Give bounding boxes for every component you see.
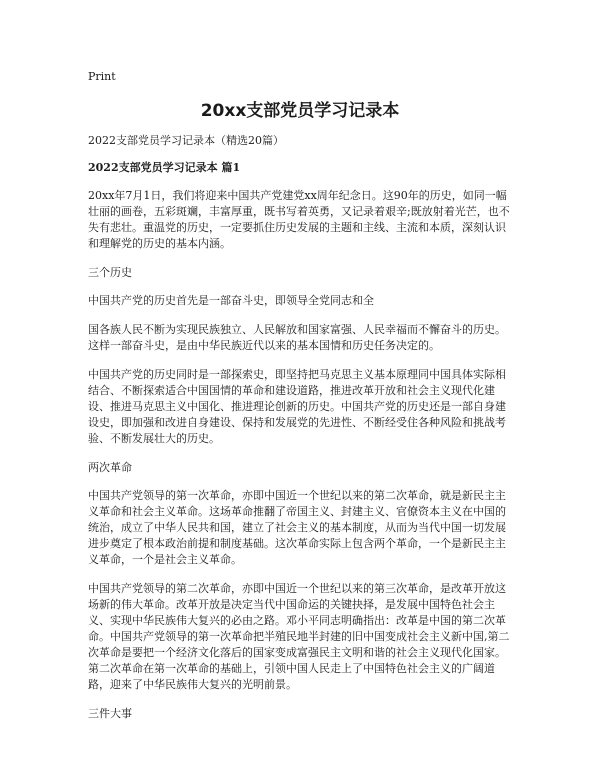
paragraph: 中国共产党领导的第一次革命，亦即中国近一个世纪以来的第二次革命，就是新民主主义革命和社会主义革命。这场革命推翻了帝国主义、封建主义、官僚资本主义在中国的统治，成立了中华人民共和国，建立了社会主义的基本制度，从而为当代中国一切发展进步奠定了根本政治前提和制度基础。这次革命实际上包含两个革命，一个是新民主主义革命，一个是社会主义革命。 [88, 489, 506, 566]
subheading-three-histories: 三个历史 [88, 266, 132, 279]
subheading-two-revolutions: 两次革命 [88, 461, 132, 474]
paragraph: 中国共产党的历史首先是一部奋斗史，即领导全党同志和全 [88, 294, 374, 307]
subheading-three-events: 三件大事 [88, 707, 132, 720]
paragraph: 国各族人民不断为实现民族独立、人民解放和国家富强、人民幸福而不懈奋斗的历史。这样一部奋斗史，是由中华民族近代以来的基本国情和历史任务决定的。 [88, 323, 506, 352]
document-subtitle: 2022支部党员学习记录本（精选20篇） [88, 134, 284, 147]
document-title: 20xx支部党员学习记录本 [200, 101, 400, 121]
paragraph: 20xx年7月1日，我们将迎来中国共产党建党xx周年纪念日。这90年的历史，如同一幅壮丽的画卷，五彩斑斓，丰富厚重，既书写着英勇，又记录着艰辛;既放射着光芒，也不失有悲壮。重温党的历史，一定要抓住历史发展的主题和主线、主流和本质，深刻认识和理解党的历史的基本内涵。 [88, 189, 510, 250]
document-body [88, 133, 516, 734]
section-title: 2022支部党员学习记录本 篇1 [88, 161, 241, 174]
paragraph: 中国共产党领导的第二次革命，亦即中国近一个世纪以来的第三次革命，是改革开放这场新的伟大革命。改革开放是决定当代中国命运的关键抉择，是发展中国特色社会主义、实现中华民族伟大复兴的必由之路。邓小平同志明确指出：改革是中国的第二次革命。中国共产党领导的第一次革命把半殖民地半封建的旧中国变成社会主义新中国,第二次革命是要把一个经济文化落后的国家变成富强民主文明和谐的社会主义现代化国家。第二次革命在第一次革命的基础上，引领中国人民走上了中国特色社会主义的广阔道路，迎来了中华民族伟大复兴的光明前景。 [88, 582, 510, 691]
print-label: Print [88, 70, 116, 83]
paragraph: 中国共产党的历史同时是一部探索史，即坚持把马克思主义基本原理同中国具体实际相结合、不断探索适合中国国情的革命和建设道路，推进改革开放和社会主义现代化建设、推进马克思主义中国化、推进理论创新的历史。中国共产党的历史还是一部自身建设史，即加强和改进自身建设、保持和发展党的先进性、不断经受住各种风险和挑战考验、不断发展壮大的历史。 [88, 368, 506, 445]
